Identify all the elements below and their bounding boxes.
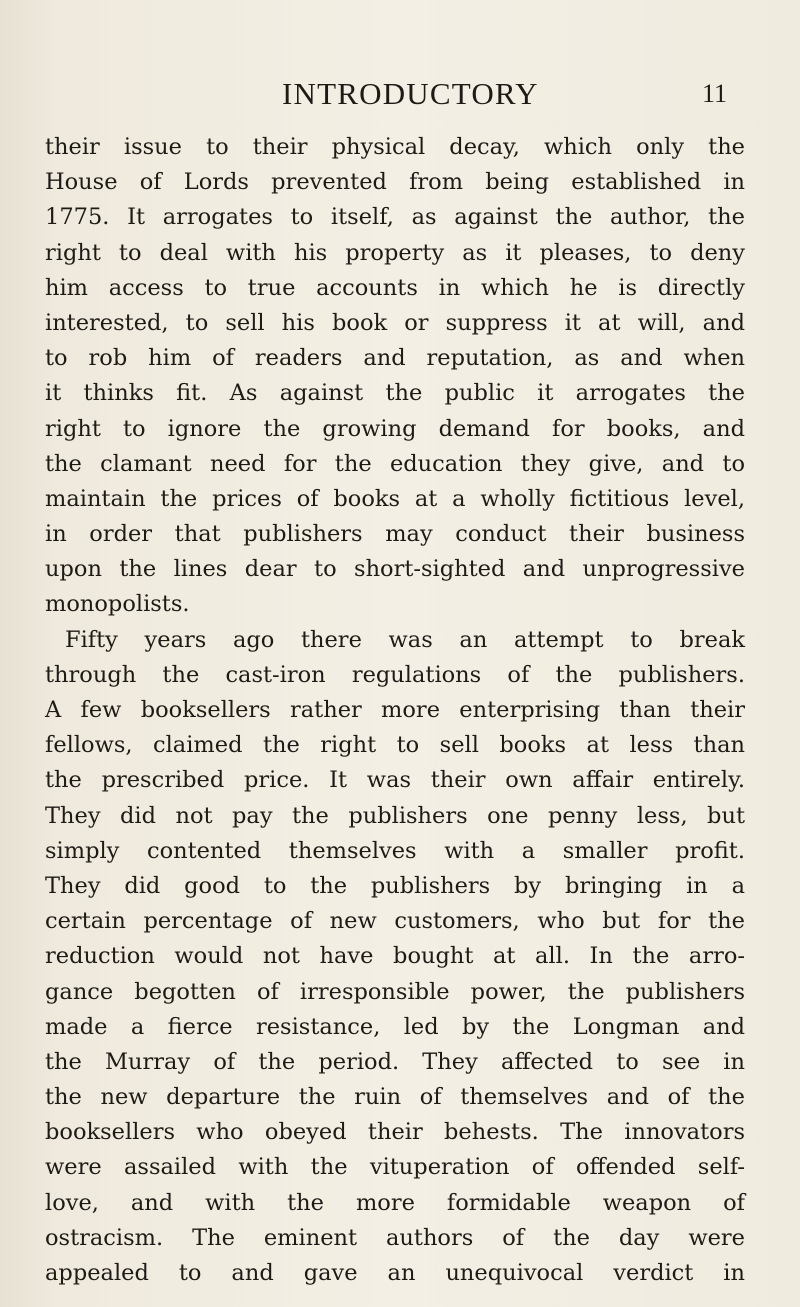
- text-line: him access to true accounts in which he is directly: [45, 274, 745, 301]
- text-line: were assailed with the vituperation of offended self-: [45, 1154, 745, 1181]
- text-line: right to ignore the growing demand for books, and: [45, 415, 745, 442]
- text-line: They did good to the publishers by bringing in a: [45, 872, 745, 899]
- text-line: ostracism. The eminent authors of the day were: [45, 1224, 745, 1251]
- text-line: They did not pay the publishers one penny less, but: [45, 802, 745, 829]
- text-line: made a fierce resistance, led by the Longman and: [45, 1013, 745, 1040]
- text-line: their issue to their physical decay, which only the: [45, 134, 745, 160]
- text-line: appealed to and gave an unequivocal verdict in: [45, 1260, 745, 1286]
- text-line: fellows, claimed the right to sell books at less than: [45, 732, 745, 759]
- text-line: certain percentage of new customers, who but for the: [45, 908, 745, 935]
- text-line: monopolists.: [45, 591, 190, 618]
- page-number: 11: [702, 79, 728, 108]
- text-line: through the cast-iron regulations of the publishers.: [45, 661, 745, 688]
- text-line: the new departure the ruin of themselves and of the: [45, 1084, 745, 1111]
- text-line: the prescribed price. It was their own affair entirely.: [45, 767, 745, 794]
- text-line: interested, to sell his book or suppress it at will, and: [45, 309, 745, 336]
- running-head: [0, 74, 800, 114]
- text-line: booksellers who obeyed their behests. The innovators: [45, 1119, 745, 1146]
- text-line: right to deal with his property as it pleases, to deny: [45, 239, 745, 266]
- text-line: reduction would not have bought at all. In the arro-: [45, 943, 745, 970]
- text-line: it thinks fit. As against the public it arrogates the: [45, 380, 745, 407]
- text-line: to rob him of readers and reputation, as and when: [45, 345, 745, 372]
- text-line: the clamant need for the education they give, and to: [45, 450, 745, 477]
- text-line: House of Lords prevented from being established in: [45, 169, 745, 196]
- text-line: love, and with the more formidable weapon of: [45, 1189, 745, 1216]
- text-line: upon the lines dear to short-sighted and unprogressive: [45, 556, 745, 583]
- chapter-title: INTRODUCTORY: [282, 76, 539, 111]
- text-line: gance begotten of irresponsible power, the publishers: [45, 978, 745, 1005]
- text-line: simply contented themselves with a smaller profit.: [45, 837, 745, 864]
- text-line: in order that publishers may conduct their business: [45, 521, 745, 548]
- text-line: maintain the prices of books at a wholly fictitious level,: [45, 485, 745, 512]
- text-line: the Murray of the period. They affected to see in: [45, 1048, 745, 1075]
- paragraph-start-line: Fifty years ago there was an attempt to break: [65, 626, 745, 653]
- body-text: [45, 130, 745, 1291]
- text-line: 1775. It arrogates to itself, as against the author, the: [45, 204, 745, 231]
- text-line: A few booksellers rather more enterprising than their: [45, 697, 745, 723]
